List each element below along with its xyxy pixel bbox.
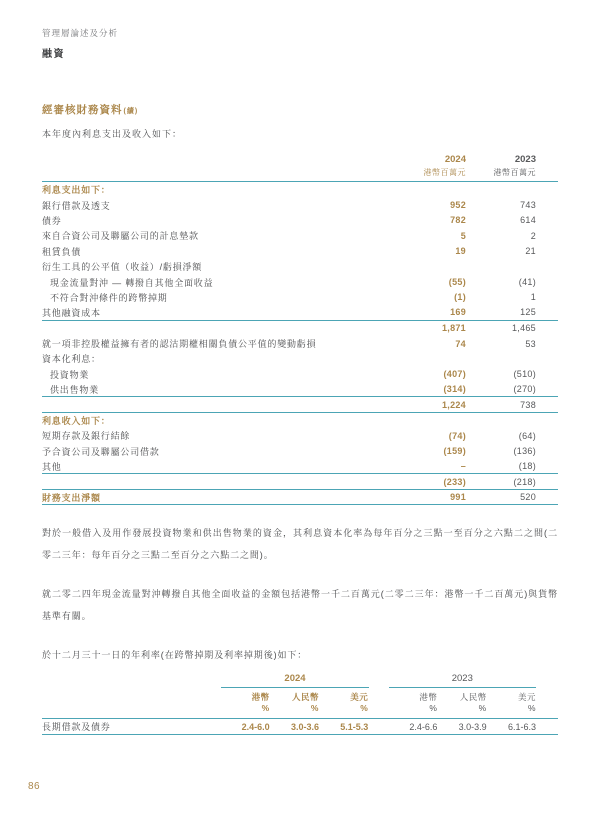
row-label: 資本化利息：: [42, 354, 101, 365]
currency-label: 港幣: [419, 692, 438, 703]
table-row: [42, 336, 558, 351]
row-value-2024: 952: [450, 200, 466, 211]
table-row-subtotal: [42, 474, 558, 489]
row-label: 衍生工具的公平值（收益）/虧損淨額: [42, 262, 203, 273]
row-value-2023: 1,465: [511, 323, 536, 334]
row-value-2024: (314): [443, 384, 466, 395]
table-row: [42, 382, 558, 397]
rates-year-2024: 2024: [221, 673, 368, 688]
currency-label: 人民幣: [459, 692, 487, 703]
page-section-title: 融資: [42, 49, 65, 60]
table-row: [42, 259, 558, 274]
row-label: 短期存款及銀行結餘: [42, 431, 131, 442]
row-value-2024: 782: [450, 215, 466, 226]
row-label: 利息收入如下：: [42, 416, 111, 427]
row-value-2023: 53: [525, 338, 536, 349]
row-label: 投資物業: [50, 369, 90, 380]
table-row: [42, 428, 558, 443]
row-label: 債券: [42, 215, 62, 226]
breadcrumb: 管理層論述及分析: [42, 28, 119, 38]
row-value-2023: (218): [513, 476, 536, 487]
col-year-2024: 2024: [444, 154, 466, 165]
table-row: [42, 182, 558, 197]
interest-table-header: [42, 152, 558, 178]
row-value-2023: (64): [518, 430, 536, 441]
row-value-2024: 169: [450, 307, 466, 318]
percent-sign: %: [527, 703, 536, 714]
table-row: [42, 444, 558, 459]
table-row: [42, 459, 558, 474]
row-label: 租賃負債: [42, 246, 82, 257]
row-label: 予合資公司及聯屬公司借款: [42, 446, 160, 457]
col-unit-2024: 港幣百萬元: [423, 168, 466, 177]
row-value-2024: (1): [454, 292, 466, 303]
rates-currency-header: [42, 688, 558, 718]
table-row: [42, 274, 558, 289]
row-value-2024: 19: [455, 246, 466, 257]
currency-label: 人民幣: [291, 692, 319, 703]
rate-value: 5.1-5.3: [340, 721, 369, 732]
row-label: 其他: [42, 461, 62, 472]
row-value-2024: (74): [448, 430, 466, 441]
row-value-2023: 1: [530, 292, 536, 303]
row-value-2024: 5: [460, 230, 466, 241]
rates-year-row: [42, 673, 558, 688]
row-value-2023: 2: [530, 230, 536, 241]
page-number: 86: [28, 781, 41, 792]
percent-sign: %: [429, 703, 438, 714]
rates-data-row: [42, 718, 558, 735]
row-label: 就一項非控股權益擁有者的認沽期權相關負債公平值的變動虧損: [42, 339, 317, 350]
table-row: [42, 244, 558, 259]
row-value-2023: (41): [518, 277, 536, 288]
paragraph-cash-flow-hedge: 就二零二四年現金流量對沖轉撥自其他全面收益的金額包括港幣一千二百萬元(二零二三年：港幣一千二百萬元)與貨幣基準有關。: [42, 589, 558, 622]
section-heading-suffix: (續): [123, 108, 139, 115]
table-row: [42, 213, 558, 228]
section-heading: [42, 102, 558, 117]
row-value-2023: (270): [513, 384, 536, 395]
row-label: 利息支出如下：: [42, 185, 111, 196]
row-value-2023: (510): [513, 369, 536, 380]
row-value-2023: 738: [520, 399, 536, 410]
row-value-2024: 1,224: [441, 399, 466, 410]
currency-label: 美元: [517, 692, 536, 703]
row-value-2024: 991: [450, 492, 466, 502]
table-row-total: [42, 490, 558, 505]
rates-table: [42, 673, 558, 735]
row-label: 現金流量對沖 — 轉撥自其他全面收益: [50, 277, 214, 288]
row-value-2023: (136): [513, 446, 536, 457]
row-value-2023: 520: [520, 492, 536, 502]
table-row: [42, 197, 558, 212]
row-value-2023: 743: [520, 200, 536, 211]
row-label: 來自合資公司及聯屬公司的計息墊款: [42, 231, 199, 242]
row-value-2024: –: [460, 461, 466, 472]
section-heading-text: 經審核財務資料: [42, 104, 123, 116]
table-row: [42, 290, 558, 305]
rate-value: 2.4-6.6: [409, 721, 438, 732]
table-row: [42, 305, 558, 320]
row-value-2023: 21: [525, 246, 536, 257]
percent-sign: %: [310, 703, 319, 714]
rate-value: 3.0-3.9: [458, 721, 487, 732]
col-unit-2023: 港幣百萬元: [493, 168, 536, 177]
currency-label: 美元: [350, 692, 369, 703]
interest-table: [42, 152, 558, 505]
table-row: [42, 367, 558, 382]
intro-text: 本年度內利息支出及收入如下：: [42, 129, 183, 139]
row-value-2024: 1,871: [441, 323, 466, 334]
table-row: [42, 413, 558, 428]
row-value-2024: (159): [443, 446, 466, 457]
table-row: [42, 228, 558, 243]
rate-value: 6.1-6.3: [507, 721, 536, 732]
rate-value: 3.0-3.6: [290, 721, 319, 732]
row-label: 銀行借款及透支: [42, 200, 111, 211]
row-label: 其他融資成本: [42, 307, 101, 318]
row-label: 供出售物業: [50, 384, 100, 395]
row-value-2024: (407): [443, 369, 466, 380]
table-row-subtotal: [42, 321, 558, 336]
paragraph-rates-intro: 於十二月三十一日的年利率(在跨幣掉期及利率掉期後)如下：: [42, 650, 308, 661]
percent-sign: %: [478, 703, 487, 714]
row-value-2023: 614: [520, 215, 536, 226]
row-value-2023: 125: [520, 307, 536, 318]
row-label: 不符合對沖條件的跨幣掉期: [50, 292, 168, 303]
rates-year-2023: 2023: [389, 673, 536, 688]
paragraph-capitalisation-rate: 對於一般借入及用作發展投資物業和供出售物業的資金，其利息資本化率為每年百分之三點一至百分之六點二之間(二零二三年：每年百分之三點二至百分之六點二之間)。: [42, 528, 558, 561]
table-row: [42, 351, 558, 366]
rate-value: 2.4-6.0: [241, 721, 270, 732]
row-value-2024: (233): [443, 476, 466, 487]
currency-label: 港幣: [251, 692, 270, 703]
row-value-2024: (55): [448, 277, 466, 288]
percent-sign: %: [261, 703, 270, 714]
percent-sign: %: [360, 703, 369, 714]
row-value-2023: (18): [518, 461, 536, 472]
row-value-2024: 74: [455, 338, 466, 349]
row-label: 財務支出淨額: [42, 492, 101, 503]
col-year-2023: 2023: [514, 154, 536, 165]
table-row-subtotal: [42, 397, 558, 412]
row-label: 長期借款及債券: [42, 722, 111, 733]
